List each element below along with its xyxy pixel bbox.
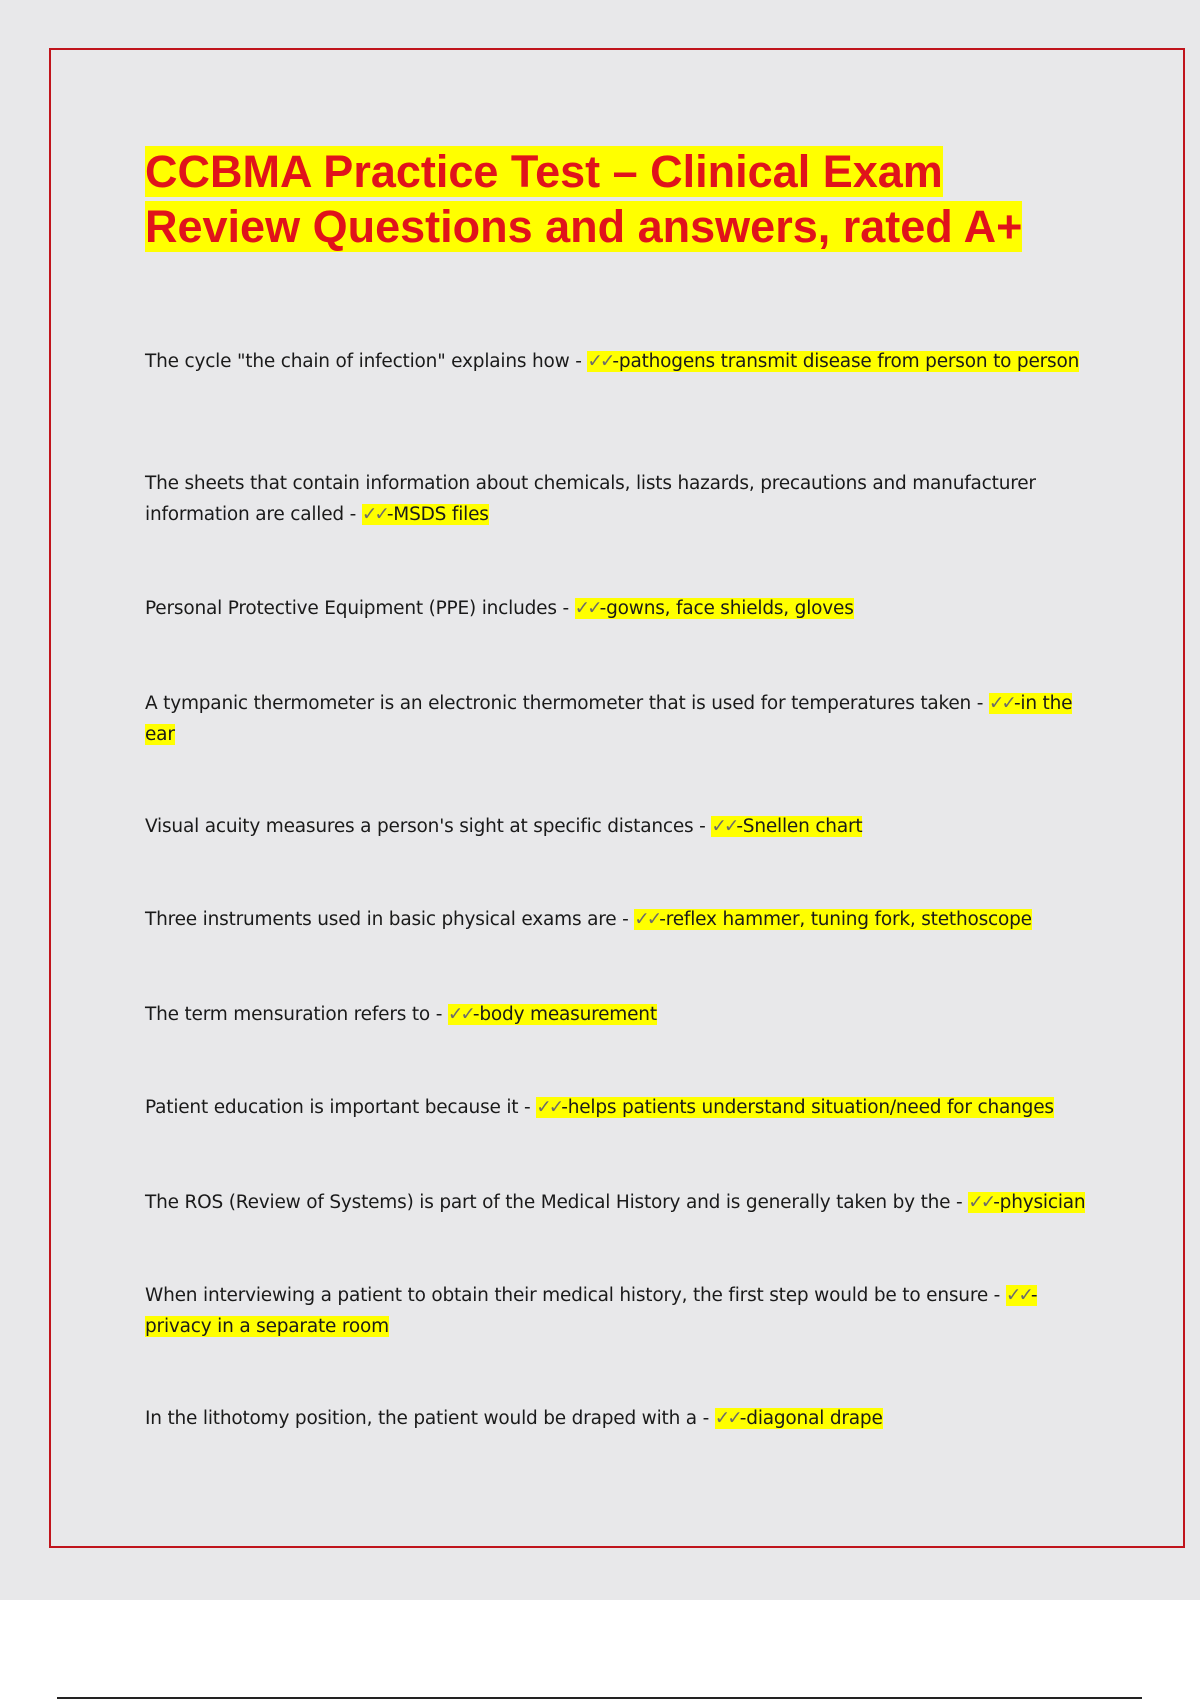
- question-item: [145, 688, 1095, 750]
- title-line-1: CCBMA Practice Test – Clinical Exam: [145, 146, 943, 197]
- double-check-icon: ✓✓: [634, 909, 660, 930]
- double-check-icon: ✓✓: [574, 598, 600, 619]
- answer-text: -in the ear: [145, 693, 1073, 745]
- question-text: Visual acuity measures a person's sight at specific distances -: [145, 816, 712, 837]
- answer-text: -diagonal drape: [739, 1408, 883, 1429]
- question-text: A tympanic thermometer is an electronic thermometer that is used for temperatures taken -: [145, 693, 989, 714]
- question-item: [145, 1187, 1095, 1218]
- question-text: Personal Protective Equipment (PPE) includes -: [145, 598, 575, 619]
- double-check-icon: ✓✓: [361, 504, 387, 525]
- question-item: [145, 811, 1095, 842]
- question-item: [145, 1280, 1095, 1342]
- question-text: The sheets that contain information about chemicals, lists hazards, precautions and manufacturer information are called -: [145, 473, 1036, 525]
- double-check-icon: ✓✓: [587, 351, 613, 372]
- question-item: [145, 904, 1095, 935]
- question-item: [145, 346, 1095, 377]
- double-check-icon: ✓✓: [968, 1192, 994, 1213]
- double-check-icon: ✓✓: [536, 1097, 562, 1118]
- double-check-icon: ✓✓: [447, 1004, 473, 1025]
- answer-text: -privacy in a separate room: [145, 1285, 1038, 1337]
- question-text: The term mensuration refers to -: [145, 1004, 448, 1025]
- double-check-icon: ✓✓: [714, 1408, 740, 1429]
- question-text: Patient education is important because it -: [145, 1097, 537, 1118]
- answer-text: -body measurement: [472, 1004, 657, 1025]
- double-check-icon: ✓✓: [988, 693, 1014, 714]
- question-item: [145, 999, 1095, 1030]
- question-item: [145, 1092, 1095, 1123]
- answer-text: -physician: [993, 1192, 1086, 1213]
- double-check-icon: ✓✓: [711, 816, 737, 837]
- question-text: The ROS (Review of Systems) is part of the Medical History and is generally taken by the -: [145, 1192, 969, 1213]
- answer-text: -reflex hammer, tuning fork, stethoscope: [659, 909, 1032, 930]
- answer-text: -gowns, face shields, gloves: [599, 598, 854, 619]
- footer-rule: [57, 1697, 1142, 1699]
- question-text: When interviewing a patient to obtain their medical history, the first step would be to ensure -: [145, 1285, 1006, 1306]
- question-text: Three instruments used in basic physical exams are -: [145, 909, 635, 930]
- question-item: [145, 593, 1095, 624]
- answer-text: -MSDS files: [386, 504, 489, 525]
- double-check-icon: ✓✓: [1005, 1285, 1031, 1306]
- document-title: [145, 144, 1090, 254]
- question-item: [145, 1403, 1095, 1434]
- title-line-2: Review Questions and answers, rated A+: [145, 201, 1023, 252]
- question-text: The cycle "the chain of infection" explains how -: [145, 351, 588, 372]
- question-item: [145, 468, 1095, 530]
- answer-text: -Snellen chart: [736, 816, 863, 837]
- answer-text: -helps patients understand situation/need for changes: [561, 1097, 1054, 1118]
- answer-text: -pathogens transmit disease from person to person: [612, 351, 1080, 372]
- question-text: In the lithotomy position, the patient would be draped with a -: [145, 1408, 715, 1429]
